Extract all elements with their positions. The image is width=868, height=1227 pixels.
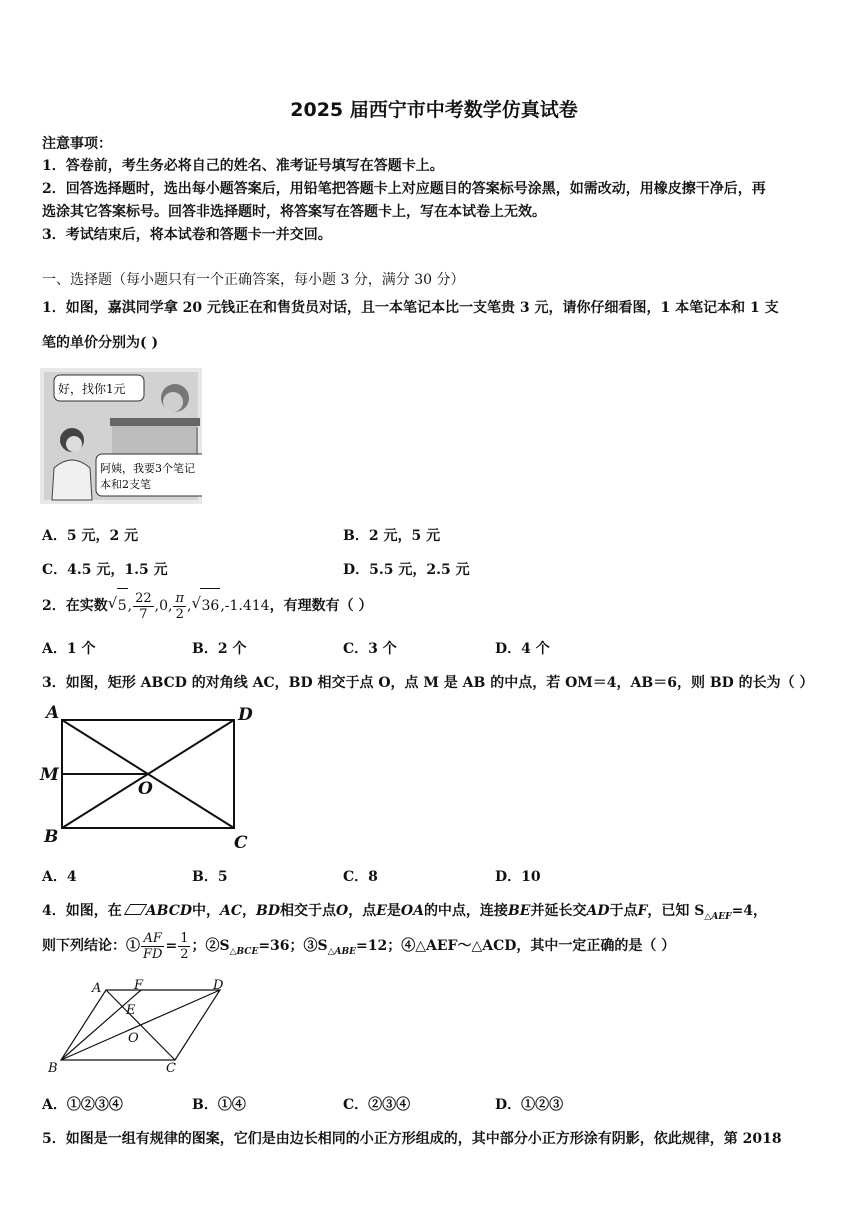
q2-option-c[interactable]: C．3 个 — [343, 641, 397, 657]
q4-option-c[interactable]: C．②③④ — [343, 1097, 411, 1113]
q4-text-line2: 则下列结论：① $\frac{AF}{FD}$ = $\frac{1}{2}$ ；$②S_{\triangle BCE}=36$；$③S_{\triangle ABE}=12$；④△AEF～△ACD，其中一定正确的是（ ） — [42, 930, 676, 962]
q1-text-line1: 1．如图，嘉淇同学拿 20 元钱正在和售货员对话，且一本笔记本比一支笔贵 3 元，请你仔细看图，1 本笔记本和 1 支 — [42, 300, 779, 316]
q4-label-c: C — [166, 1061, 176, 1076]
q3-label-c: C — [234, 833, 248, 853]
q2-option-d[interactable]: D．4 个 — [495, 641, 550, 657]
q4-option-d[interactable]: D．①②③ — [495, 1097, 564, 1113]
q1-option-b[interactable]: B．2 元，5 元 — [343, 528, 441, 544]
q4-option-b[interactable]: B．①④ — [192, 1097, 246, 1113]
q1-text-line2: 笔的单价分别为( ) — [42, 335, 159, 351]
q4-option-a[interactable]: A．①②③④ — [42, 1097, 123, 1113]
notice-item-4: 3．考试结束后，将本试卷和答题卡一并交回。 — [42, 227, 332, 243]
q4-parallelogram-figure — [40, 976, 240, 1078]
q4-label-f: F — [134, 978, 144, 993]
q1-bubble-2b: 本和2支笔 — [100, 478, 151, 491]
q3-text: 3．如图，矩形 ABCD 的对角线 AC，BD 相交于点 O，点 M 是 AB 的中点，若 OM＝4，AB＝6，则 BD 的长为（ ） — [42, 675, 814, 691]
section-heading: 一、选择题（每小题只有一个正确答案，每小题 3 分，满分 30 分） — [42, 272, 465, 288]
q4-label-b: B — [48, 1061, 58, 1076]
q1-option-d[interactable]: D．5.5 元，2.5 元 — [343, 562, 470, 578]
notice-item-3: 选涂其它答案标号。回答非选择题时，将答案写在答题卡上，写在本试卷上无效。 — [42, 204, 546, 220]
q1-illustration — [40, 368, 202, 504]
notice-heading: 注意事项： — [42, 136, 112, 152]
q2-text: 2．在实数 √ 5, $\frac{22}{7}$ ,0, $\frac{\pi}{2}$ , √ 36,-1.414，有理数有（ ） — [42, 588, 372, 623]
q3-label-a: A — [46, 703, 60, 723]
q3-option-c[interactable]: C．8 — [343, 869, 378, 885]
q1-bubble-1: 好，找你1元 — [58, 382, 126, 396]
q3-label-b: B — [44, 827, 59, 847]
q3-option-a[interactable]: A．4 — [42, 869, 77, 885]
q3-option-d[interactable]: D．10 — [495, 869, 541, 885]
page-title: 2025 届西宁市中考数学仿真试卷 — [290, 99, 578, 121]
q4-text-line1: 4．如图，在 ABCD中，AC，BD相交于点O，点E是OA的中点，连接BE并延长交AD于点F，已知 $S_{\triangle AEF}=4$， — [42, 903, 768, 922]
q1-bubble-2a: 阿姨，我要3个笔记 — [100, 462, 195, 475]
q4-label-o: O — [128, 1031, 139, 1046]
notice-item-1: 1．答卷前，考生务必将自己的姓名、准考证号填写在答题卡上。 — [42, 158, 444, 174]
q2-option-a[interactable]: A．1 个 — [42, 641, 96, 657]
q2-option-b[interactable]: B．2 个 — [192, 641, 247, 657]
q3-option-b[interactable]: B．5 — [192, 869, 228, 885]
q3-label-m: M — [40, 765, 59, 785]
notice-item-2: 2．回答选择题时，选出每小题答案后，用铅笔把答题卡上对应题目的答案标号涂黑，如需改动，用橡皮擦干净后，再 — [42, 181, 766, 197]
q3-label-o: O — [138, 779, 153, 799]
q1-option-c[interactable]: C．4.5 元，1.5 元 — [42, 562, 168, 578]
q4-label-d: D — [213, 978, 224, 993]
q4-label-e: E — [126, 1003, 136, 1018]
q3-label-d: D — [238, 705, 253, 725]
parallelogram-icon — [124, 904, 147, 915]
q5-text: 5．如图是一组有规律的图案，它们是由边长相同的小正方形组成的，其中部分小正方形涂有阴影，依此规律，第 2018 — [42, 1131, 782, 1147]
q3-rectangle-figure — [38, 702, 260, 856]
q4-label-a: A — [92, 981, 102, 996]
q1-option-a[interactable]: A．5 元，2 元 — [42, 528, 139, 544]
